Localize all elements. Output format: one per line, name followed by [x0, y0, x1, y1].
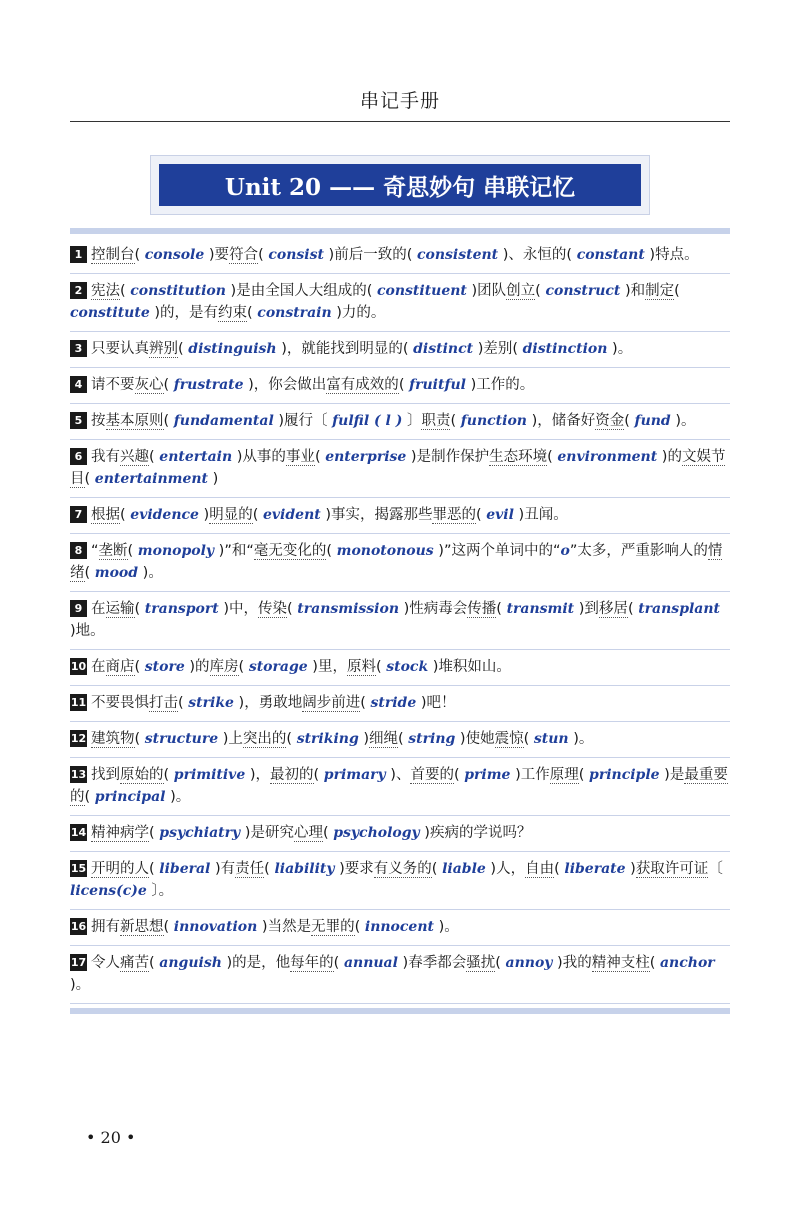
item-number-badge: 9 [70, 600, 87, 617]
sentence-text: ( [475, 507, 487, 523]
sentence-text: ( [450, 413, 461, 429]
sentence-text: )，就能找到明显的( [276, 341, 414, 357]
sentence-text: ( [453, 767, 465, 783]
chinese-keyword: 灰心 [134, 377, 164, 393]
sentence-text: ( [178, 695, 189, 711]
item-number-badge: 10 [70, 660, 87, 673]
english-word: distinguish [188, 341, 277, 357]
chinese-keyword: 建筑物 [91, 731, 135, 747]
sentence-text: )是研究 [240, 825, 294, 841]
item-number-badge: 7 [70, 506, 87, 523]
list-item [70, 816, 730, 852]
sentence-text: ) [358, 731, 370, 747]
sentence-text: 拥有 [91, 919, 120, 935]
english-word: frustrate [173, 377, 244, 393]
chinese-keyword: 原始的 [120, 767, 164, 783]
sentence-text: )。 [568, 731, 594, 747]
sentence-text: ( [247, 305, 258, 321]
chinese-keyword: 毫无变化的 [253, 543, 327, 559]
sentence-text: 在 [91, 601, 106, 617]
item-number-badge: 14 [70, 826, 87, 839]
sentence-text: 令人 [91, 955, 120, 971]
sentence-text: ( [495, 955, 506, 971]
chinese-keyword: 开明的人 [91, 861, 149, 877]
item-number-badge: 1 [70, 246, 87, 263]
sentence-text: ( [149, 861, 160, 877]
sentence-text: )力的。 [331, 305, 386, 321]
sentence-text: ( [134, 601, 145, 617]
item-number-badge: 17 [70, 956, 87, 969]
chinese-keyword: 首要的 [410, 767, 454, 783]
list-item [70, 440, 730, 498]
sentence-text: ( [398, 377, 410, 393]
english-word: construct [545, 283, 621, 299]
english-word: liberate [564, 861, 626, 877]
sentence-text: )工作的。 [465, 377, 535, 393]
chinese-keyword: 最初的 [270, 767, 314, 783]
sentence-text: )当然是 [257, 919, 312, 935]
sentence-text: 我有 [91, 449, 120, 465]
chinese-keyword: 运输 [105, 601, 135, 617]
list-item [70, 910, 730, 946]
sentence-text: )是由全国人大组成的( [225, 283, 377, 299]
english-word: string [408, 731, 456, 747]
english-word: primitive [173, 767, 246, 783]
sentence-text: )是 [659, 767, 685, 783]
english-word: fundamental [173, 413, 274, 429]
list-item [70, 592, 730, 650]
sentence-text: )，你会做出 [243, 377, 327, 393]
sentence-text: ( [84, 789, 95, 805]
chinese-keyword: 痛苦 [120, 955, 149, 971]
item-number-badge: 8 [70, 542, 87, 559]
sentence-text: )，勇敢地 [233, 695, 303, 711]
sentence-text: ( [314, 449, 326, 465]
english-word: principle [589, 767, 660, 783]
english-word: liberal [159, 861, 211, 877]
sentence-text: )。 [607, 341, 633, 357]
english-word: constrain [257, 305, 332, 321]
chinese-keyword: 生态环境 [489, 449, 548, 465]
sentence-text: )上 [218, 731, 243, 747]
english-word: function [460, 413, 527, 429]
list-item [70, 368, 730, 404]
sentence-text: ( [287, 601, 298, 617]
chinese-keyword: 文娱节目 [70, 449, 726, 487]
chinese-keyword: 商店 [105, 659, 135, 675]
sentence-text: ( [578, 767, 590, 783]
english-word: stride [370, 695, 417, 711]
sentence-text: )的 [657, 449, 682, 465]
sentence-text: ( [674, 283, 680, 299]
english-word: psychology [333, 825, 420, 841]
list-item [70, 404, 730, 440]
sentence-text: ( [627, 601, 639, 617]
english-word: prime [464, 767, 511, 783]
sentence-text: )春季都会 [397, 955, 467, 971]
english-word: evident [263, 507, 321, 523]
english-word: striking [296, 731, 359, 747]
sentence-text: )，储备好 [526, 413, 596, 429]
english-word: fund [634, 413, 671, 429]
chinese-keyword: 最重要的 [70, 767, 728, 805]
sentence-text: ( [535, 283, 546, 299]
sentence-text: ( [375, 659, 387, 675]
chinese-keyword: 心理 [293, 825, 323, 841]
chinese-keyword: 阔步前进 [302, 695, 361, 711]
english-word: principal [94, 789, 166, 805]
chinese-keyword: 宪法 [91, 283, 120, 299]
chinese-keyword: 富有成效的 [326, 377, 399, 393]
sentence-text: ( [84, 471, 95, 487]
sentence-text: ( [84, 565, 95, 581]
sentence-text: ( [163, 377, 174, 393]
item-number-badge: 13 [70, 768, 87, 781]
sentence-text: ( [313, 767, 324, 783]
chinese-keyword: 辨别 [149, 341, 178, 357]
sentence-text: ( [326, 543, 337, 559]
english-word: primary [323, 767, 386, 783]
english-word: liable [442, 861, 486, 877]
chinese-keyword: 根据 [91, 507, 120, 523]
sentence-text: ”太多，严重影响人的 [569, 543, 708, 559]
sentence-text: ) [198, 507, 210, 523]
sentence-text: )从事的 [232, 449, 286, 465]
chinese-keyword: 罪恶的 [432, 507, 476, 523]
sentence-text: )工作 [510, 767, 550, 783]
english-word: constitute [70, 305, 150, 321]
sentence-text: )人， [485, 861, 526, 877]
header-rule [70, 121, 730, 122]
list-item [70, 274, 730, 332]
sentence-text: )使她 [455, 731, 495, 747]
bottom-divider-band [70, 1008, 730, 1014]
sentence-text: )要求 [334, 861, 374, 877]
chinese-keyword: 制定 [645, 283, 675, 299]
sentence-text: ) [208, 471, 219, 487]
sentence-text: ( [322, 825, 334, 841]
sentence-text: ( [523, 731, 534, 747]
sentence-text: )和 [620, 283, 646, 299]
chinese-keyword: 垄断 [98, 543, 128, 559]
sentence-text: )里， [307, 659, 347, 675]
sentence-text: ( [127, 543, 138, 559]
sentence-text: ( [360, 695, 371, 711]
sentence-text: ( [120, 507, 131, 523]
english-word: innocent [364, 919, 434, 935]
sentence-text: ( [649, 955, 660, 971]
sentence-text: )丑闻。 [513, 507, 568, 523]
chinese-keyword: 传播 [467, 601, 497, 617]
item-number-badge: 3 [70, 340, 87, 357]
english-word: constant [576, 247, 645, 263]
sentence-text: )。 [70, 977, 91, 993]
english-word: distinction [522, 341, 608, 357]
top-divider-band [70, 228, 730, 234]
sentence-text: “ [91, 543, 99, 559]
sentence-text: )是制作保护 [406, 449, 490, 465]
english-word: evil [486, 507, 514, 523]
chinese-keyword: 震惊 [494, 731, 524, 747]
chinese-keyword: 原料 [346, 659, 376, 675]
sentence-text: ( [163, 919, 174, 935]
sentence-text: )团队 [466, 283, 507, 299]
sentence-text: )的，是有 [149, 305, 219, 321]
item-number-badge: 16 [70, 920, 87, 933]
english-word: strike [188, 695, 234, 711]
sentence-text: )。 [138, 565, 163, 581]
sentence-text: ( [252, 507, 264, 523]
sentence-text: )有 [210, 861, 236, 877]
item-number-badge: 11 [70, 696, 87, 709]
sentence-text: )特点。 [644, 247, 699, 263]
english-word: entertain [159, 449, 233, 465]
chinese-keyword: 精神支柱 [591, 955, 650, 971]
chinese-keyword: 符合 [229, 247, 259, 263]
list-item [70, 498, 730, 534]
sentence-text: ( [134, 247, 145, 263]
english-word: store [144, 659, 185, 675]
english-word: monopoly [137, 543, 215, 559]
chinese-keyword: 职责 [421, 413, 451, 429]
english-word: storage [248, 659, 308, 675]
list-item [70, 852, 730, 910]
chinese-keyword: 自由 [525, 861, 555, 877]
sentence-text: )， [245, 767, 271, 783]
chinese-keyword: 约束 [218, 305, 248, 321]
english-word: transmit [506, 601, 575, 617]
chinese-keyword: 移居 [598, 601, 628, 617]
sentence-text: )的是，他 [221, 955, 291, 971]
sentence-text: ( [554, 861, 565, 877]
sentence-text: 在 [91, 659, 106, 675]
english-word: anguish [159, 955, 222, 971]
sentence-text: )堆积如山。 [428, 659, 511, 675]
chinese-keyword: 情绪 [70, 543, 723, 581]
chinese-keyword: 事业 [285, 449, 315, 465]
chinese-keyword: 库房 [209, 659, 239, 675]
sentence-text: ( [354, 919, 365, 935]
sentence-text: ( [496, 601, 507, 617]
sentence-text: )差别( [473, 341, 523, 357]
item-number-badge: 2 [70, 282, 87, 299]
english-word: transmission [297, 601, 400, 617]
sentence-text: ( [134, 659, 145, 675]
sentence-text: 〕。 [146, 883, 174, 899]
sentence-text: )、永恒的( [498, 247, 577, 263]
english-word: environment [557, 449, 658, 465]
sentence-text: )。 [670, 413, 696, 429]
page-number: • 20 • [86, 1128, 136, 1147]
chinese-keyword: 原理 [549, 767, 579, 783]
english-word: fruitful [409, 377, 466, 393]
sentence-text: ( [398, 731, 409, 747]
english-word: liability [274, 861, 335, 877]
english-word: transplant [638, 601, 721, 617]
chinese-keyword: 基本原则 [105, 413, 164, 429]
sentence-text: 找到 [91, 767, 120, 783]
chinese-keyword: 每年的 [290, 955, 334, 971]
english-word: innovation [173, 919, 258, 935]
sentence-text: )履行〔 [273, 413, 333, 429]
sentence-text: ) [625, 861, 636, 877]
sentence-text: )中， [218, 601, 259, 617]
chinese-keyword: 获取许可证 [635, 861, 709, 877]
english-word: fulfil ( l ) [332, 413, 403, 429]
sentence-text: )”和“ [214, 543, 254, 559]
english-word: annual [343, 955, 398, 971]
sentence-list [70, 238, 730, 1004]
sentence-text: )我的 [552, 955, 592, 971]
english-word: mood [94, 565, 139, 581]
english-word: consistent [416, 247, 499, 263]
list-item [70, 238, 730, 274]
chinese-keyword: 控制台 [91, 247, 135, 263]
sentence-text: )吧！ [416, 695, 456, 711]
sentence-text: )前后一致的( [323, 247, 417, 263]
english-word: anchor [659, 955, 715, 971]
english-word: constitution [130, 283, 226, 299]
item-number-badge: 4 [70, 376, 87, 393]
sentence-text: )地。 [70, 623, 105, 639]
sentence-text: 只要认真 [91, 341, 149, 357]
item-number-badge: 12 [70, 732, 87, 745]
sentence-text: ( [624, 413, 635, 429]
unit-banner-title: Unit 20 —— 奇思妙句 串联记忆 [159, 164, 641, 206]
english-word: monotonous [336, 543, 434, 559]
chinese-keyword: 兴趣 [120, 449, 149, 465]
chinese-keyword: 资金 [595, 413, 625, 429]
sentence-text: ( [333, 955, 344, 971]
sentence-text: ( [286, 731, 297, 747]
sentence-text: ( [178, 341, 189, 357]
english-word: stock [386, 659, 429, 675]
sentence-text: ( [149, 449, 160, 465]
english-word: annoy [505, 955, 553, 971]
sentence-text: )要 [204, 247, 230, 263]
sentence-text: )。 [165, 789, 191, 805]
sentence-text: ( [547, 449, 558, 465]
sentence-text: )到 [574, 601, 599, 617]
list-item [70, 946, 730, 1004]
sentence-text: )事实，揭露那些 [320, 507, 433, 523]
page-header-title: 串记手册 [359, 90, 440, 112]
sentence-text: 不要畏惧 [91, 695, 149, 711]
sentence-text: ( [149, 955, 160, 971]
list-item [70, 534, 730, 592]
list-item [70, 650, 730, 686]
english-word: transport [144, 601, 219, 617]
english-word: constituent [376, 283, 467, 299]
sentence-text: 〔 [708, 861, 723, 877]
sentence-text: )”这两个单词中的“ [433, 543, 561, 559]
chinese-keyword: 精神病学 [91, 825, 149, 841]
chinese-keyword: 骚扰 [466, 955, 496, 971]
sentence-text: ( [264, 861, 275, 877]
chinese-keyword: 突出的 [242, 731, 287, 747]
list-item [70, 332, 730, 368]
sentence-text: )、 [385, 767, 411, 783]
chinese-keyword: 打击 [149, 695, 178, 711]
sentence-text: ( [134, 731, 145, 747]
unit-banner [150, 155, 650, 215]
chinese-keyword: 细绳 [369, 731, 399, 747]
list-item [70, 722, 730, 758]
sentence-text: ( [258, 247, 269, 263]
chinese-keyword: 新思想 [120, 919, 164, 935]
sentence-text: 请不要 [91, 377, 135, 393]
sentence-text: ( [163, 767, 174, 783]
english-word: consist [268, 247, 324, 263]
english-word: evidence [130, 507, 199, 523]
sentence-text: ( [149, 825, 160, 841]
english-word: console [144, 247, 205, 263]
sentence-text: 按 [91, 413, 106, 429]
sentence-text: ( [120, 283, 131, 299]
sentence-text: )性病毒会 [399, 601, 468, 617]
chinese-keyword: 创立 [506, 283, 536, 299]
chinese-keyword: 传染 [258, 601, 288, 617]
english-word: enterprise [325, 449, 407, 465]
item-number-badge: 6 [70, 448, 87, 465]
item-number-badge: 15 [70, 862, 87, 875]
english-word: structure [144, 731, 219, 747]
english-word: psychiatry [159, 825, 241, 841]
sentence-text: ( [238, 659, 249, 675]
sentence-text: )的 [184, 659, 210, 675]
chinese-keyword: 责任 [235, 861, 265, 877]
english-word: stun [533, 731, 569, 747]
sentence-text: ( [431, 861, 443, 877]
chinese-keyword: 有义务的 [373, 861, 432, 877]
chinese-keyword: 明显的 [209, 507, 253, 523]
sentence-text: )。 [433, 919, 459, 935]
sentence-text: 〕 [402, 413, 422, 429]
english-word: distinct [413, 341, 474, 357]
sentence-text: )疾病的学说吗？ [419, 825, 532, 841]
chinese-keyword: 无罪的 [311, 919, 355, 935]
english-word: o [560, 543, 570, 559]
item-number-badge: 5 [70, 412, 87, 429]
english-word: licens(c)e [70, 883, 147, 899]
sentence-text: ( [163, 413, 174, 429]
list-item [70, 686, 730, 722]
english-word: entertainment [94, 471, 209, 487]
list-item [70, 758, 730, 816]
